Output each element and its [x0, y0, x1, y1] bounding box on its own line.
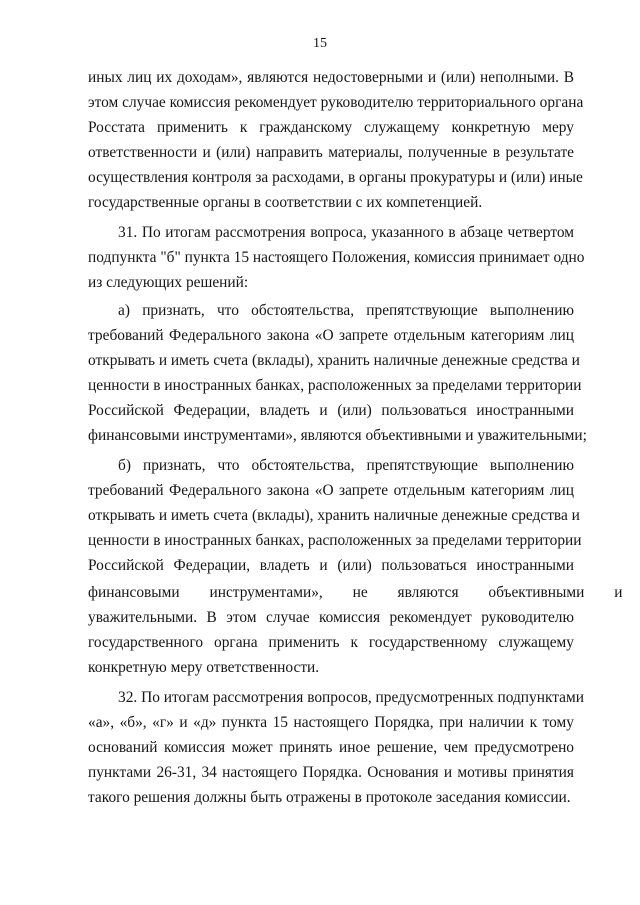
- text-line: государственного органа применить к государственному служащему: [88, 634, 574, 651]
- text-line: пунктами 26-31, 34 настоящего Порядка. Основания и мотивы принятия: [88, 764, 574, 781]
- text-line: 32. По итогам рассмотрения вопросов, предусмотренных подпунктами: [118, 689, 584, 706]
- text-line: конкретную меру ответственности.: [88, 659, 320, 676]
- text-line: б) признать, что обстоятельства, препятствующие выполнению: [118, 457, 574, 474]
- text-line: а) признать, что обстоятельства, препятствующие выполнению: [118, 302, 574, 319]
- text-line: ценности в иностранных банках, расположенных за пределами территории: [88, 377, 582, 394]
- text-line: Российской Федерации, владеть и (или) пользоваться иностранными: [88, 557, 574, 574]
- text-line: ответственности и (или) направить материалы, полученные в результате: [88, 144, 574, 161]
- text-line: такого решения должны быть отражены в протоколе заседания комиссии.: [88, 789, 571, 806]
- text-line: финансовыми инструментами», не являются объективными и: [88, 584, 623, 601]
- text-line: 31. По итогам рассмотрения вопроса, указанного в абзаце четвертом: [118, 224, 574, 241]
- text-line: подпункта "б" пункта 15 настоящего Положения, комиссия принимает одно: [88, 249, 585, 266]
- text-line: Российской Федерации, владеть и (или) пользоваться иностранными: [88, 402, 574, 419]
- text-line: из следующих решений:: [88, 274, 249, 291]
- text-line: оснований комиссия может принять иное решение, чем предусмотрено: [88, 739, 574, 756]
- text-line: требований Федерального закона «О запрете отдельным категориям лиц: [88, 482, 574, 499]
- page-number: 15: [313, 36, 327, 51]
- text-line: финансовыми инструментами», являются объективными и уважительными;: [88, 427, 587, 444]
- text-line: требований Федерального закона «О запрете отдельным категориям лиц: [88, 327, 574, 344]
- text-line: Росстата применить к гражданскому служащему конкретную меру: [88, 119, 574, 136]
- text-line: ценности в иностранных банках, расположенных за пределами территории: [88, 532, 582, 549]
- text-line: осуществления контроля за расходами, в органы прокуратуры и (или) иные: [88, 169, 583, 186]
- text-line: «а», «б», «г» и «д» пункта 15 настоящего Порядка, при наличии к тому: [88, 714, 574, 731]
- text-line: открывать и иметь счета (вклады), хранить наличные денежные средства и: [88, 352, 580, 369]
- text-line: иных лиц их доходам», являются недостоверными и (или) неполными. В: [88, 69, 574, 86]
- text-line: государственные органы в соответствии с их компетенцией.: [88, 194, 483, 211]
- text-line: уважительными. В этом случае комиссия рекомендует руководителю: [88, 609, 574, 626]
- text-line: открывать и иметь счета (вклады), хранить наличные денежные средства и: [88, 507, 580, 524]
- text-line: этом случае комиссия рекомендует руководителю территориального органа: [88, 94, 584, 111]
